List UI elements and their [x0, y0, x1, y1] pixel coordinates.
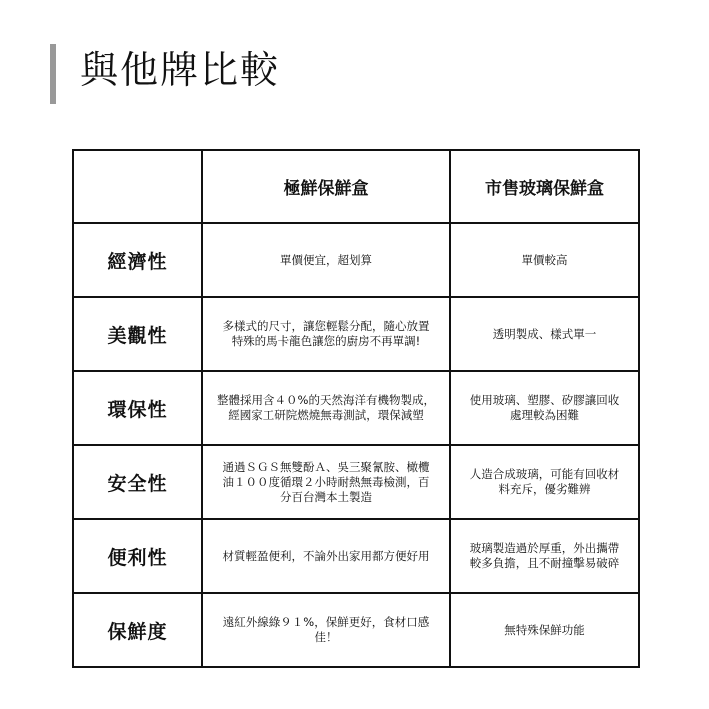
row-label: 經濟性 [73, 223, 202, 297]
row-label: 美觀性 [73, 297, 202, 371]
table-row [73, 519, 639, 593]
table-header-row [73, 150, 639, 223]
competitor-cell: 玻璃製造過於厚重，外出攜帶較多負擔，且不耐撞擊易破碎 [450, 519, 639, 593]
header-our-product: 極鮮保鮮盒 [202, 150, 450, 223]
header-empty-cell [73, 150, 202, 223]
table-row [73, 297, 639, 371]
our-product-cell: 單價便宜，超划算 [202, 223, 450, 297]
competitor-cell: 透明製成、樣式單一 [450, 297, 639, 371]
row-label: 環保性 [73, 371, 202, 445]
competitor-cell: 單價較高 [450, 223, 639, 297]
our-product-cell: 多樣式的尺寸，讓您輕鬆分配，隨心放置特殊的馬卡龍色讓您的廚房不再單調! [202, 297, 450, 371]
row-label: 便利性 [73, 519, 202, 593]
our-product-cell: 整體採用含４０%的天然海洋有機物製成，經國家工研院燃燒無毒測試，環保減塑 [202, 371, 450, 445]
table-row [73, 371, 639, 445]
header-competitor-product: 市售玻璃保鮮盒 [450, 150, 639, 223]
comparison-table [72, 149, 640, 668]
competitor-cell: 人造合成玻璃，可能有回收材料充斥，優劣難辨 [450, 445, 639, 519]
our-product-cell: 通過ＳＧＳ無雙酚Ａ、吳三聚氰胺、橄欖油１００度循環２小時耐熱無毒檢測，百分百台灣本土製造 [202, 445, 450, 519]
title-accent-bar [50, 44, 56, 104]
competitor-cell: 無特殊保鮮功能 [450, 593, 639, 667]
our-product-cell: 材質輕盈便利，不論外出家用都方便好用 [202, 519, 450, 593]
competitor-cell: 使用玻璃、塑膠、矽膠讓回收處理較為困難 [450, 371, 639, 445]
table-row [73, 223, 639, 297]
table-row [73, 593, 639, 667]
row-label: 保鮮度 [73, 593, 202, 667]
row-label: 安全性 [73, 445, 202, 519]
table-row [73, 445, 639, 519]
page-title: 與他牌比較 [80, 48, 281, 92]
our-product-cell: 遠紅外線綠９１%，保鮮更好，食材口感佳！ [202, 593, 450, 667]
